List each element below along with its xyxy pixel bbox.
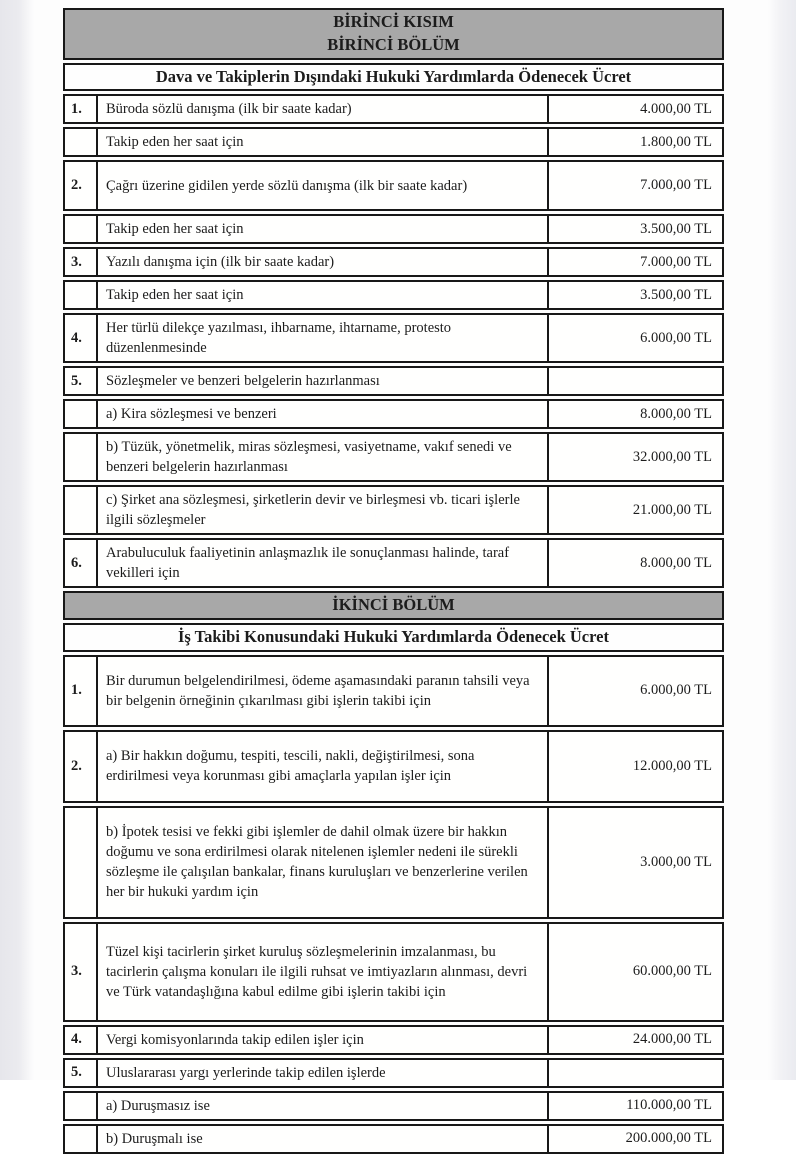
row-number-cell: 6. bbox=[65, 540, 98, 586]
table-row bbox=[63, 366, 724, 396]
section-2-banner bbox=[63, 591, 724, 620]
row-description-cell: a) Kira sözleşmesi ve benzeri bbox=[98, 401, 549, 427]
row-amount-cell: 110.000,00 TL bbox=[626, 1097, 712, 1114]
row-number-cell bbox=[65, 1093, 98, 1119]
chapter-title: İKİNCİ BÖLÜM bbox=[332, 595, 455, 615]
row-amount-cell: 1.800,00 TL bbox=[640, 133, 712, 150]
row-number-cell: 2. bbox=[65, 162, 98, 209]
row-amount-cell: 21.000,00 TL bbox=[632, 501, 712, 518]
table-row bbox=[63, 432, 724, 482]
row-description-cell: Vergi komisyonlarında takip edilen işler için bbox=[98, 1027, 549, 1053]
row-description-cell: Takip eden her saat için bbox=[98, 216, 549, 242]
scan-margin-left bbox=[0, 0, 34, 1080]
row-description-cell: Takip eden her saat için bbox=[98, 282, 549, 308]
row-description-cell: Takip eden her saat için bbox=[98, 129, 549, 155]
row-description-cell: b) Duruşmalı ise bbox=[98, 1126, 549, 1152]
row-amount-cell: 6.000,00 TL bbox=[640, 682, 712, 699]
row-number-cell bbox=[65, 282, 98, 308]
row-number-cell: 4. bbox=[65, 315, 98, 361]
row-number-cell bbox=[65, 216, 98, 242]
row-amount-cell: 4.000,00 TL bbox=[640, 100, 712, 117]
row-amount-cell: 200.000,00 TL bbox=[625, 1130, 712, 1147]
row-number-cell bbox=[65, 401, 98, 427]
chapter-title: BİRİNCİ BÖLÜM bbox=[327, 34, 460, 54]
row-number-cell: 1. bbox=[65, 96, 98, 122]
row-description-cell: Tüzel kişi tacirlerin şirket kuruluş sözleşmelerinin imzalanması, bu tacirlerin çalışma konuları ile ilgili ruhsat ve imtiyazların alınması, devri ve Türk vatandaşlığına kabul edilme gibi işlerin takibi için bbox=[98, 924, 549, 1020]
table-row bbox=[63, 160, 724, 211]
table-row bbox=[63, 1058, 724, 1088]
table-row bbox=[63, 280, 724, 310]
row-number-cell: 3. bbox=[65, 924, 98, 1020]
row-description-cell: Büroda sözlü danışma (ilk bir saate kadar) bbox=[98, 96, 549, 122]
row-description-cell: Çağrı üzerine gidilen yerde sözlü danışma (ilk bir saate kadar) bbox=[98, 162, 549, 209]
row-number-cell bbox=[65, 434, 98, 480]
table-row bbox=[63, 730, 724, 803]
part-title: BİRİNCİ KISIM bbox=[333, 12, 454, 31]
row-description-cell: b) İpotek tesisi ve fekki gibi işlemler de dahil olmak üzere bir hakkın doğumu ve sona erdirilmesi olarak nitelenen işlemler nedeni ile sürekli sözleşme ile çalışılan bankalar, finans kuruluşları ve benzerlerine verilen her bir hukuki yardım için bbox=[98, 808, 549, 917]
row-description-cell: b) Tüzük, yönetmelik, miras sözleşmesi, vasiyetname, vakıf senedi ve benzeri belgelerin hazırlanması bbox=[98, 434, 549, 480]
row-description-cell: a) Bir hakkın doğumu, tespiti, tescili, nakli, değiştirilmesi, sona erdirilmesi veya korunması gibi amaçlarla yapılan işler için bbox=[98, 732, 549, 801]
section-subtitle-text: Dava ve Takiplerin Dışındaki Hukuki Yardımlarda Ödenecek Ücret bbox=[155, 66, 632, 86]
table-row bbox=[63, 1025, 724, 1055]
row-amount-cell: 7.000,00 TL bbox=[640, 177, 712, 194]
row-description-cell: Bir durumun belgelendirilmesi, ödeme aşamasındaki paranın tahsili veya bir belgenin örneğinin çıkarılması gibi işlerin takibi için bbox=[98, 657, 549, 725]
table-row bbox=[63, 247, 724, 277]
row-amount-cell: 8.000,00 TL bbox=[640, 554, 712, 571]
row-amount-cell: 12.000,00 TL bbox=[632, 757, 712, 774]
table-row bbox=[63, 1091, 724, 1121]
row-amount-cell: 3.500,00 TL bbox=[640, 220, 712, 237]
row-amount-cell: 24.000,00 TL bbox=[632, 1031, 712, 1048]
table-row bbox=[63, 1124, 724, 1154]
row-description-cell: Yazılı danışma için (ilk bir saate kadar) bbox=[98, 249, 549, 275]
legal-fee-tariff-table bbox=[63, 8, 724, 1154]
row-number-cell: 5. bbox=[65, 368, 98, 394]
table-row bbox=[63, 922, 724, 1022]
row-number-cell bbox=[65, 487, 98, 533]
table-row bbox=[63, 214, 724, 244]
section-2-subtitle bbox=[63, 623, 724, 652]
row-number-cell: 4. bbox=[65, 1027, 98, 1053]
table-row bbox=[63, 127, 724, 157]
row-amount-cell: 3.500,00 TL bbox=[640, 286, 712, 303]
row-amount-cell: 8.000,00 TL bbox=[640, 405, 712, 422]
scan-margin-right bbox=[768, 0, 796, 1080]
row-description-cell: a) Duruşmasız ise bbox=[98, 1093, 549, 1119]
row-description-cell: Uluslararası yargı yerlerinde takip edilen işlerde bbox=[98, 1060, 549, 1086]
table-row bbox=[63, 655, 724, 727]
row-number-cell: 2. bbox=[65, 732, 98, 801]
table-row bbox=[63, 313, 724, 363]
table-row bbox=[63, 538, 724, 588]
table-row bbox=[63, 485, 724, 535]
section-1-banner bbox=[63, 8, 724, 60]
table-row bbox=[63, 94, 724, 124]
row-amount-cell: 60.000,00 TL bbox=[632, 963, 712, 980]
row-description-cell: Her türlü dilekçe yazılması, ihbarname, ihtarname, protesto düzenlenmesinde bbox=[98, 315, 549, 361]
row-number-cell bbox=[65, 1126, 98, 1152]
row-amount-cell: 7.000,00 TL bbox=[640, 253, 712, 270]
section-1-subtitle bbox=[63, 63, 724, 92]
row-number-cell bbox=[65, 808, 98, 917]
row-description-cell: Arabuluculuk faaliyetinin anlaşmazlık ile sonuçlanması halinde, taraf vekilleri için bbox=[98, 540, 549, 586]
row-number-cell bbox=[65, 129, 98, 155]
row-number-cell: 3. bbox=[65, 249, 98, 275]
row-amount-cell: 6.000,00 TL bbox=[640, 329, 712, 346]
section-subtitle-text: İş Takibi Konusundaki Hukuki Yardımlarda Ödenecek Ücret bbox=[178, 627, 609, 647]
row-amount-cell bbox=[549, 368, 722, 394]
row-number-cell: 1. bbox=[65, 657, 98, 725]
table-row bbox=[63, 399, 724, 429]
row-description-cell: Sözleşmeler ve benzeri belgelerin hazırlanması bbox=[98, 368, 549, 394]
row-description-cell: c) Şirket ana sözleşmesi, şirketlerin devir ve birleşmesi vb. ticari işlerle ilgili sözleşmeler bbox=[98, 487, 549, 533]
row-amount-cell: 3.000,00 TL bbox=[640, 853, 712, 870]
row-number-cell: 5. bbox=[65, 1060, 98, 1086]
row-amount-cell: 32.000,00 TL bbox=[632, 448, 712, 465]
table-row bbox=[63, 806, 724, 919]
row-amount-cell bbox=[549, 1060, 722, 1086]
